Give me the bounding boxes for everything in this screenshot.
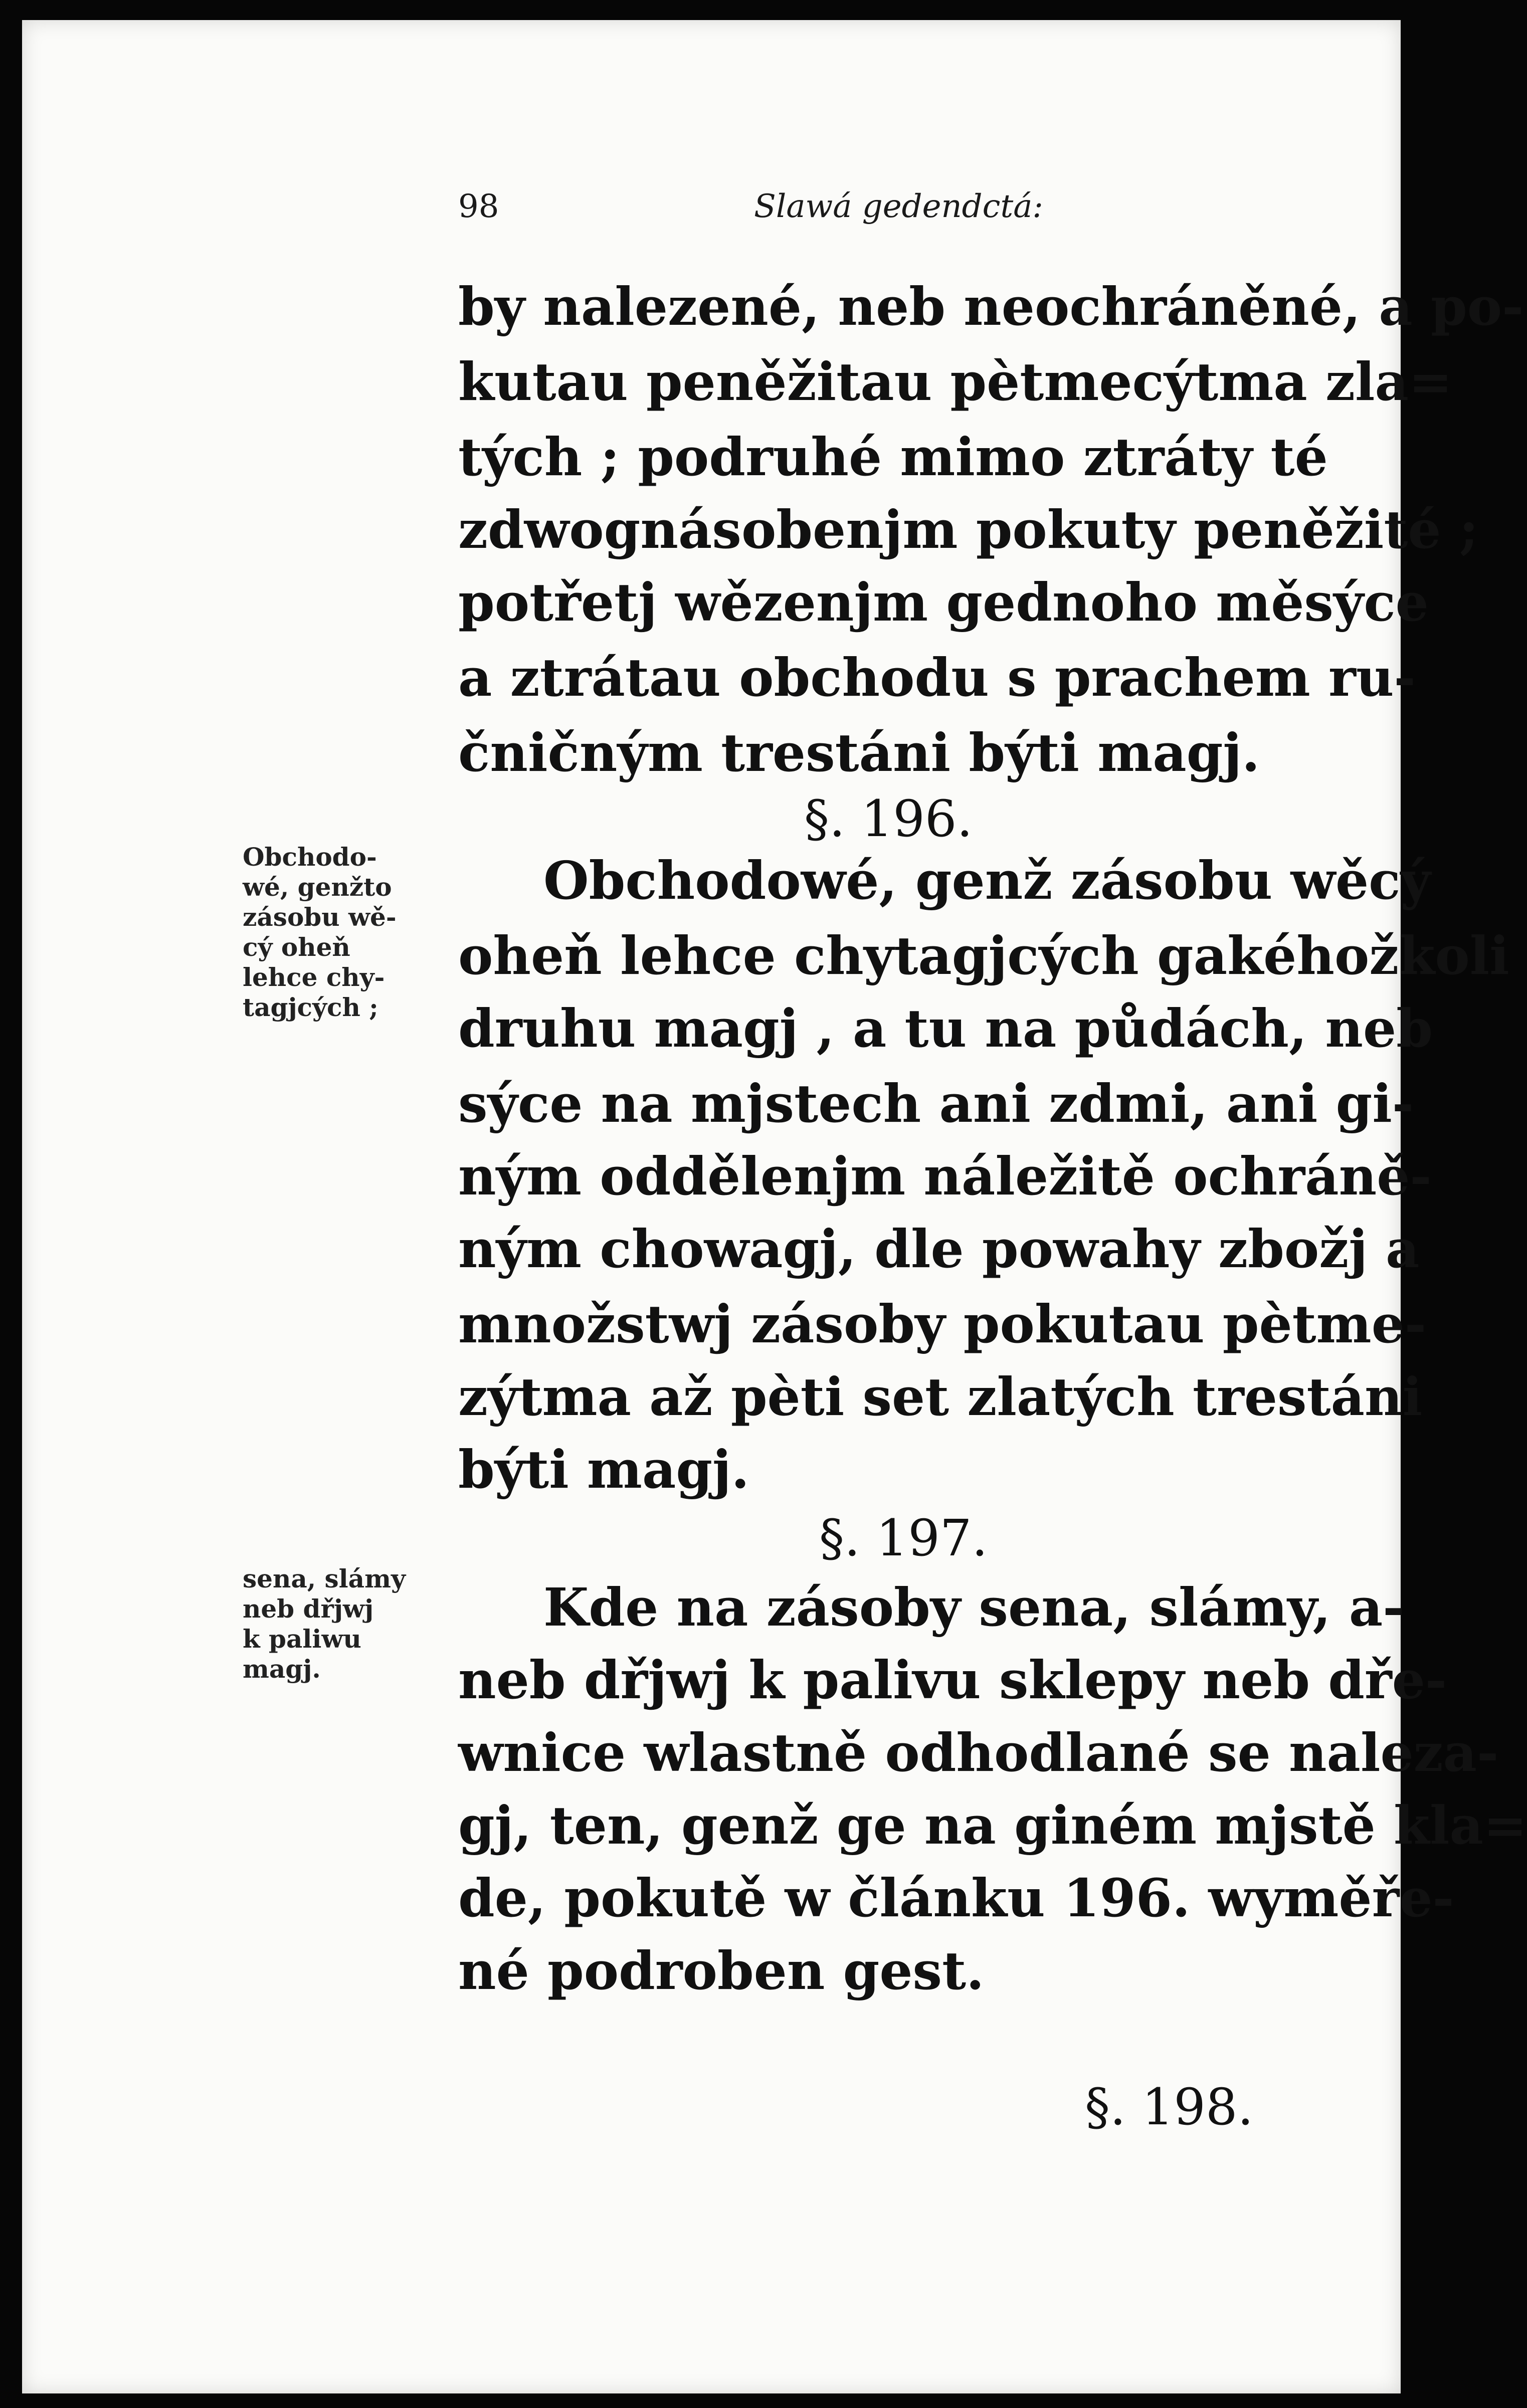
body-line: potřetj wězenjm gednoho měsýce <box>458 571 1429 633</box>
body-line: neb dřjwj k palivu sklepy neb dře- <box>458 1649 1447 1711</box>
body-line: zdwognásobenjm pokuty peněžité ; <box>458 499 1479 560</box>
body-line: zýtma až pèti set zlatých trestáni <box>458 1366 1423 1428</box>
body-line: kutau peněžitau pètmecýtma zla= <box>458 351 1453 413</box>
margin-note-line: lehce chy- <box>243 962 385 992</box>
body-line: oheň lehce chytagjcých gakéhožkoli <box>458 925 1509 986</box>
body-line: gj, ten, genž ge na giném mjstě kla= <box>458 1794 1527 1856</box>
margin-note-line: tagjcých ; <box>243 992 378 1022</box>
body-line: né podroben gest. <box>458 1940 985 2001</box>
body-line: býti magj. <box>458 1439 749 1500</box>
margin-note-line: neb dřjwj <box>243 1594 374 1624</box>
body-line: Obchodowé, genž zásobu wěcý <box>543 850 1431 911</box>
body-line: sýce na mjstech ani zdmi, ani gi- <box>458 1073 1414 1134</box>
body-line: wnice wlastně odhodlané se naleza- <box>458 1722 1499 1783</box>
body-line: Kde na zásoby sena, slámy, a- <box>543 1576 1405 1638</box>
body-line: druhu magj , a tu na půdách, neb <box>458 997 1433 1059</box>
margin-note-line: magj. <box>243 1654 321 1684</box>
body-line: množstwj zásoby pokutau pètme- <box>458 1293 1427 1355</box>
body-line: de, pokutě w článku 196. wyměře- <box>458 1867 1454 1929</box>
body-line: by nalezené, neb neochráněné, a po- <box>458 276 1524 337</box>
margin-note-line: Obchodo- <box>243 842 377 872</box>
page-number: 98 <box>458 188 499 225</box>
margin-note-line: k paliwu <box>243 1624 361 1654</box>
running-title: Slawá gedendctá: <box>754 188 1043 225</box>
margin-note-line: zásobu wě- <box>243 902 397 932</box>
margin-note-line: sena, slámy <box>243 1564 406 1593</box>
body-line: a ztrátau obchodu s prachem ru- <box>458 647 1416 708</box>
book-page <box>22 20 1527 2393</box>
body-line: ným chowagj, dle powahy zbožj a <box>458 1218 1420 1280</box>
body-line: ným oddělenjm náležitě ochráně- <box>458 1145 1432 1207</box>
section-number-196: §. 196. <box>804 789 973 848</box>
catchword: §. 198. <box>1085 2078 1254 2136</box>
margin-note-line: wé, genžto <box>243 872 392 902</box>
body-line: tých ; podruhé mimo ztráty té <box>458 426 1328 488</box>
margin-note-line: cý oheň <box>243 932 350 962</box>
section-number-197: §. 197. <box>819 1509 988 1567</box>
body-line: čničným trestáni býti magj. <box>458 722 1260 783</box>
